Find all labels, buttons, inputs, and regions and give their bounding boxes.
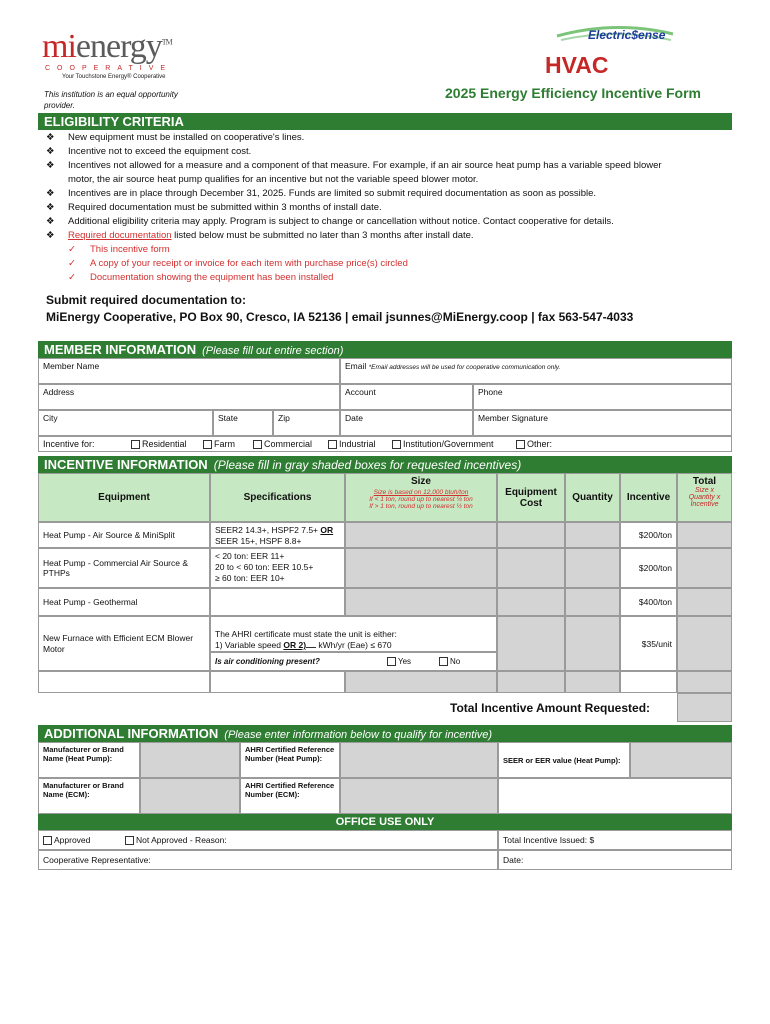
- total-input-furnace[interactable]: [677, 616, 732, 671]
- row-equipment-air-source: Heat Pump - Air Source & MiniSplit: [38, 522, 210, 548]
- doc-item: This incentive form: [90, 244, 170, 255]
- checkbox-icon[interactable]: [125, 836, 134, 845]
- row-equipment-furnace: New Furnace with Efficient ECM Blower Motor: [38, 616, 210, 671]
- required-documentation-link[interactable]: Required documentation: [68, 230, 172, 241]
- seer-heat-pump-label: SEER or EER value (Heat Pump):: [498, 742, 630, 778]
- email-field[interactable]: Email *Email addresses will be used for cooperative communication only.: [340, 358, 732, 384]
- checkmark-icon: ✓: [68, 244, 76, 255]
- phone-field[interactable]: Phone: [473, 384, 732, 410]
- additional-info-header: ADDITIONAL INFORMATION (Please enter information below to qualify for incentive): [38, 725, 732, 742]
- approved-option[interactable]: Approved: [43, 835, 125, 845]
- blank-row-cost[interactable]: [497, 671, 565, 693]
- criteria-item: Incentives are in place through December 31, 2025. Funds are limited so submit required documentation as soon as possible.: [68, 188, 597, 199]
- criteria-item: listed below must be submitted no later than 3 months after install date.: [171, 230, 474, 241]
- bullet-icon: ❖: [46, 202, 55, 213]
- total-input-commercial[interactable]: [677, 548, 732, 588]
- seer-heat-pump-input[interactable]: [630, 742, 732, 778]
- cost-input-geothermal[interactable]: [497, 588, 565, 616]
- criteria-item: Required documentation must be submitted within 3 months of install date.: [68, 202, 382, 213]
- checkbox-icon[interactable]: [516, 440, 525, 449]
- incentive-commercial: $200/ton: [620, 548, 677, 588]
- blank-row-size[interactable]: [345, 671, 497, 693]
- criteria-item: Incentive not to exceed the equipment cost.: [68, 146, 252, 157]
- logo-cooperative-text: COOPERATIVE: [45, 65, 173, 72]
- blank-row-spec[interactable]: [210, 671, 345, 693]
- logo-tagline: Your Touchstone Energy® Cooperative: [62, 74, 166, 80]
- checkbox-icon[interactable]: [43, 836, 52, 845]
- mienergy-logo: mienergy™: [42, 28, 172, 65]
- ahri-heat-pump-input[interactable]: [340, 742, 498, 778]
- ecm-blank-cell: [498, 778, 732, 814]
- row-equipment-geothermal: Heat Pump - Geothermal: [38, 588, 210, 616]
- total-issued-field[interactable]: Total Incentive Issued: $: [498, 830, 732, 850]
- row-spec-geothermal: [210, 588, 345, 616]
- checkmark-icon: ✓: [68, 258, 76, 269]
- electricsense-logo: Electric$ense: [588, 28, 666, 42]
- commercial-option[interactable]: Commercial: [253, 439, 328, 449]
- col-equipment: Equipment: [38, 473, 210, 522]
- other-option[interactable]: Other:: [516, 439, 552, 449]
- total-input-air-source[interactable]: [677, 522, 732, 548]
- cost-input-air-source[interactable]: [497, 522, 565, 548]
- form-title: 2025 Energy Efficiency Incentive Form: [445, 85, 701, 101]
- size-input-commercial[interactable]: [345, 548, 497, 588]
- equal-opportunity-statement: This institution is an equal opportunity provider.: [44, 90, 178, 110]
- checkbox-icon[interactable]: [387, 657, 396, 666]
- col-total: Total Size x Quantity x Incentive: [677, 473, 732, 522]
- col-size: Size Size is based on 12,000 btuh/ton If < 1 ton, round up to nearest ¼ ton If > 1 ton, round up to nearest ½ ton: [345, 473, 497, 522]
- criteria-item-continued: motor, the air source heat pump qualifies for an incentive but not the variable speed blower motor.: [68, 174, 479, 185]
- doc-item: Documentation showing the equipment has been installed: [90, 272, 334, 283]
- cost-input-furnace[interactable]: [497, 616, 565, 671]
- mfr-heat-pump-input[interactable]: [140, 742, 240, 778]
- address-field[interactable]: Address: [38, 384, 340, 410]
- blank-row-incentive: [620, 671, 677, 693]
- institution-option[interactable]: Institution/Government: [392, 439, 516, 449]
- checkmark-icon: ✓: [68, 272, 76, 283]
- criteria-item: New equipment must be installed on cooperative's lines.: [68, 132, 305, 143]
- quantity-input-commercial[interactable]: [565, 548, 620, 588]
- industrial-option[interactable]: Industrial: [328, 439, 392, 449]
- bullet-icon: ❖: [46, 132, 55, 143]
- office-use-header: OFFICE USE ONLY: [38, 814, 732, 830]
- checkbox-icon[interactable]: [439, 657, 448, 666]
- ahri-heat-pump-label: AHRI Certified Reference Number (Heat Pump):: [240, 742, 340, 778]
- account-field[interactable]: Account: [340, 384, 473, 410]
- hvac-title: HVAC: [545, 52, 609, 78]
- row-spec-air-source: SEER2 14.3+, HSPF2 7.5+ OR SEER 15+, HSPF 8.8+: [210, 522, 345, 548]
- quantity-input-furnace[interactable]: [565, 616, 620, 671]
- state-field[interactable]: State: [213, 410, 273, 436]
- checkbox-icon[interactable]: [131, 440, 140, 449]
- checkbox-icon[interactable]: [328, 440, 337, 449]
- col-quantity: Quantity: [565, 473, 620, 522]
- criteria-item: Additional eligibility criteria may apply. Program is subject to change or cancellation without notice. Contact cooperative for details.: [68, 216, 614, 227]
- blank-row-equipment[interactable]: [38, 671, 210, 693]
- incentive-air-source: $200/ton: [620, 522, 677, 548]
- blank-row-quantity[interactable]: [565, 671, 620, 693]
- cost-input-commercial[interactable]: [497, 548, 565, 588]
- member-info-header: MEMBER INFORMATION (Please fill out entire section): [38, 341, 732, 358]
- office-date-field[interactable]: Date:: [498, 850, 732, 870]
- checkbox-icon[interactable]: [253, 440, 262, 449]
- ac-present-row: Is air conditioning present? Yes No: [210, 652, 497, 671]
- incentive-furnace: $35/unit: [620, 616, 677, 671]
- size-input-geothermal[interactable]: [345, 588, 497, 616]
- col-specifications: Specifications: [210, 473, 345, 522]
- mfr-heat-pump-label: Manufacturer or Brand Name (Heat Pump):: [38, 742, 140, 778]
- blank-row-total[interactable]: [677, 671, 732, 693]
- col-incentive: Incentive: [620, 473, 677, 522]
- bullet-icon: ❖: [46, 216, 55, 227]
- ac-no-option[interactable]: No: [439, 657, 460, 666]
- member-signature-field[interactable]: Member Signature: [473, 410, 732, 436]
- zip-field[interactable]: Zip: [273, 410, 340, 436]
- bullet-icon: ❖: [46, 230, 55, 241]
- city-field[interactable]: City: [38, 410, 213, 436]
- ahri-ecm-label: AHRI Certified Reference Number (ECM):: [240, 778, 340, 814]
- quantity-input-geothermal[interactable]: [565, 588, 620, 616]
- bullet-icon: ❖: [46, 146, 55, 157]
- submit-heading: Submit required documentation to:: [46, 293, 246, 307]
- row-spec-furnace: The AHRI certificate must state the unit is either: 1) Variable speed OR 2) kWh/yr (Eae) ≤ 670: [210, 616, 497, 652]
- date-field[interactable]: Date: [340, 410, 473, 436]
- mfr-ecm-label: Manufacturer or Brand Name (ECM):: [38, 778, 140, 814]
- total-requested-label: Total Incentive Amount Requested:: [450, 701, 651, 715]
- eligibility-header: ELIGIBILITY CRITERIA: [38, 113, 732, 130]
- mfr-ecm-input[interactable]: [140, 778, 240, 814]
- bullet-icon: ❖: [46, 188, 55, 199]
- member-name-field[interactable]: Member Name: [38, 358, 340, 384]
- incentive-for-label: Incentive for:: [43, 439, 95, 449]
- approval-row: [38, 830, 498, 850]
- checkbox-icon[interactable]: [203, 440, 212, 449]
- size-input-air-source[interactable]: [345, 522, 497, 548]
- ac-yes-option[interactable]: Yes: [387, 657, 439, 666]
- residential-option[interactable]: Residential: [131, 439, 203, 449]
- incentive-geothermal: $400/ton: [620, 588, 677, 616]
- farm-option[interactable]: Farm: [203, 439, 253, 449]
- checkbox-icon[interactable]: [392, 440, 401, 449]
- ahri-ecm-input[interactable]: [340, 778, 498, 814]
- incentive-info-header: INCENTIVE INFORMATION (Please fill in gray shaded boxes for requested incentives): [38, 456, 732, 473]
- total-input-geothermal[interactable]: [677, 588, 732, 616]
- col-equipment-cost: Equipment Cost: [497, 473, 565, 522]
- row-equipment-commercial: Heat Pump - Commercial Air Source & PTHPs: [38, 548, 210, 588]
- submit-address: MiEnergy Cooperative, PO Box 90, Cresco, IA 52136 | email jsunnes@MiEnergy.coop | fax 563-547-4033: [46, 310, 634, 324]
- total-requested-input[interactable]: [677, 693, 732, 722]
- incentive-for-row: [38, 436, 732, 452]
- coop-rep-field[interactable]: Cooperative Representative:: [38, 850, 498, 870]
- criteria-item: Incentives not allowed for a measure and a component of that measure. For example, if an air source heat pump has a variable speed blower: [68, 160, 662, 171]
- row-spec-commercial: < 20 ton: EER 11+ 20 to < 60 ton: EER 10.5+ ≥ 60 ton: EER 10+: [210, 548, 345, 588]
- doc-item: A copy of your receipt or invoice for each item with purchase price(s) circled: [90, 258, 408, 269]
- not-approved-option[interactable]: Not Approved - Reason:: [125, 835, 227, 845]
- quantity-input-air-source[interactable]: [565, 522, 620, 548]
- bullet-icon: ❖: [46, 160, 55, 171]
